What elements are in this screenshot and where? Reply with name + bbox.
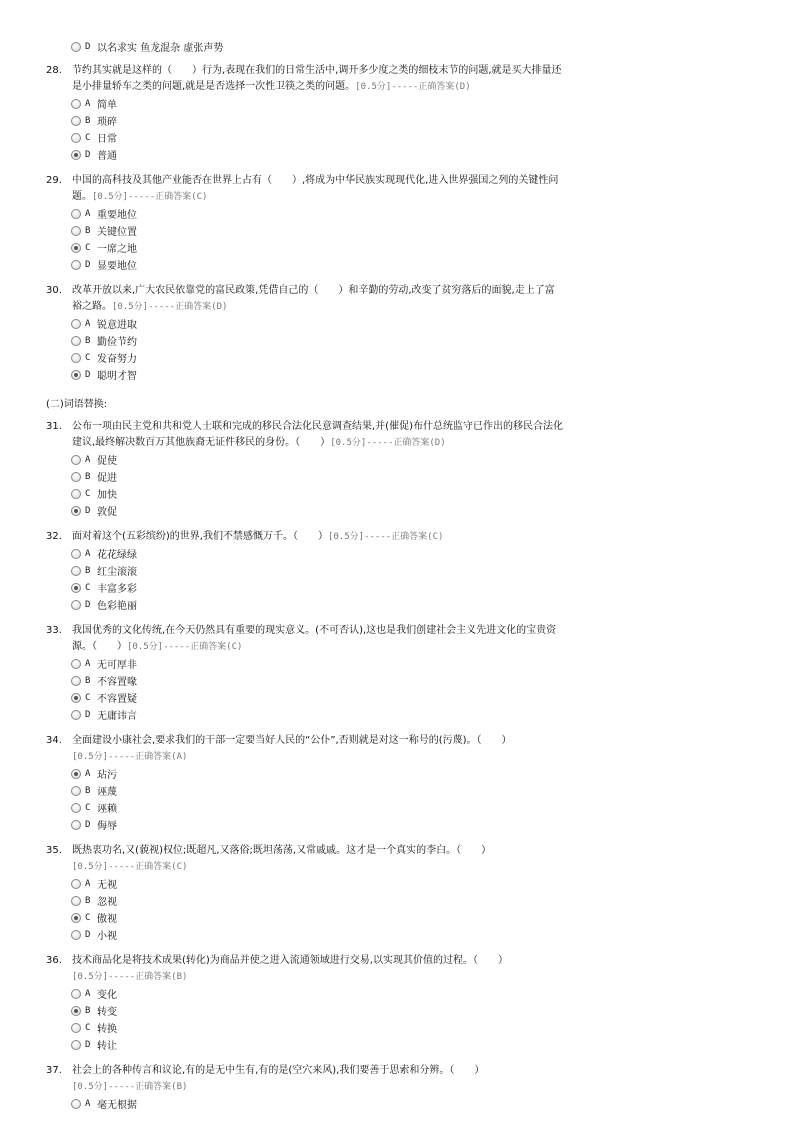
option-letter: B — [85, 471, 91, 482]
answer-meta: [0.5分]-----正确答案(D) — [112, 302, 228, 312]
radio-button-icon[interactable] — [71, 803, 81, 813]
radio-button-icon[interactable] — [71, 710, 81, 720]
question-number: 36. — [46, 955, 62, 966]
option-letter: B — [85, 785, 91, 796]
option-row[interactable] — [0, 38, 792, 55]
option-text: 转换 — [97, 1024, 117, 1035]
option-letter: B — [85, 1005, 91, 1016]
option-letter: C — [85, 132, 91, 143]
answer-meta: [0.5分]-----正确答案(B) — [72, 972, 188, 982]
radio-button-icon[interactable] — [71, 1099, 81, 1109]
answer-meta: [0.5分]-----正确答案(C) — [127, 642, 243, 652]
option-row[interactable] — [0, 596, 792, 613]
question-line — [0, 419, 792, 435]
option-row[interactable] — [0, 689, 792, 706]
option-letter: D — [85, 259, 91, 270]
exam-document — [0, 38, 792, 1122]
question-number: 32. — [46, 531, 62, 542]
radio-checked-icon[interactable] — [71, 150, 81, 160]
question-item — [0, 529, 792, 613]
option-row[interactable] — [0, 926, 792, 943]
option-text: 以名求实 鱼龙混杂 虚张声势 — [97, 43, 224, 54]
radio-checked-icon[interactable] — [71, 506, 81, 516]
question-line — [0, 189, 792, 205]
option-letter: C — [85, 352, 91, 363]
option-row[interactable] — [0, 782, 792, 799]
option-text: 色彩艳丽 — [97, 601, 137, 612]
radio-button-icon[interactable] — [71, 209, 81, 219]
section-header: (二)词语替换: — [46, 399, 108, 410]
option-row[interactable] — [0, 451, 792, 468]
option-row[interactable] — [0, 222, 792, 239]
question-line — [0, 299, 792, 315]
question-text: 建议,最终解决数百万其他族裔无证件移民的身份。（ ）[0.5分]-----正确答案(D) — [72, 437, 446, 448]
option-text: 侮辱 — [97, 821, 117, 832]
option-text: 丰富多彩 — [97, 584, 137, 595]
question-line — [0, 435, 792, 451]
radio-button-icon[interactable] — [71, 1040, 81, 1050]
option-text: 毫无根据 — [97, 1100, 137, 1111]
option-row[interactable] — [0, 502, 792, 519]
radio-button-icon[interactable] — [71, 566, 81, 576]
radio-button-icon[interactable] — [71, 879, 81, 889]
question-number: 34. — [46, 735, 62, 746]
radio-button-icon[interactable] — [71, 226, 81, 236]
option-text: 转让 — [97, 1041, 117, 1052]
option-text: 关键位置 — [97, 227, 137, 238]
option-letter: C — [85, 912, 91, 923]
radio-button-icon[interactable] — [71, 786, 81, 796]
answer-meta: [0.5分]-----正确答案(C) — [92, 192, 208, 202]
option-letter: A — [85, 878, 91, 889]
question-item — [0, 623, 792, 723]
option-row[interactable] — [0, 239, 792, 256]
question-item — [0, 63, 792, 163]
question-number — [46, 435, 72, 451]
option-text: 不容置喙 — [97, 677, 137, 688]
question-text: 公布一项由民主党和共和党人士联和完成的移民合法化民意调查结果,并(催促)布什总统监守已作出的移民合法化 — [72, 421, 563, 432]
question-list-1 — [0, 63, 792, 383]
option-letter: B — [85, 335, 91, 346]
option-row[interactable] — [0, 655, 792, 672]
option-row[interactable] — [0, 892, 792, 909]
radio-button-icon[interactable] — [71, 549, 81, 559]
option-letter: D — [85, 819, 91, 830]
question-item — [0, 733, 792, 833]
option-letter: D — [85, 929, 91, 940]
option-row[interactable] — [0, 315, 792, 332]
question-line — [0, 63, 792, 79]
option-row[interactable] — [0, 1036, 792, 1053]
option-row[interactable] — [0, 468, 792, 485]
option-row[interactable] — [0, 909, 792, 926]
option-text: 锐意进取 — [97, 320, 137, 331]
question-item — [0, 953, 792, 1053]
radio-checked-icon[interactable] — [71, 1006, 81, 1016]
question-line — [0, 173, 792, 189]
question-number — [46, 189, 72, 205]
answer-meta: [0.5分]-----正确答案(C) — [327, 532, 444, 542]
question-line — [0, 529, 792, 545]
question-text: 改革开放以来,广大农民依靠党的富民政策,凭借自己的（ ）和辛勤的劳动,改变了贫穷落后的面貌,走上了富 — [72, 285, 555, 296]
option-row[interactable] — [0, 129, 792, 146]
option-text: 无庸讳言 — [97, 711, 137, 722]
option-text: 加快 — [97, 490, 117, 501]
question-text: 技术商品化是将技术成果(转化)为商品并使之进入流通领域进行交易,以实现其价值的过程。（ ） — [72, 955, 508, 966]
radio-button-icon[interactable] — [71, 353, 81, 363]
question-number: 28. — [46, 65, 62, 76]
answer-meta: [0.5分]-----正确答案(D) — [355, 82, 471, 92]
option-text: 勤俭节约 — [97, 337, 137, 348]
option-letter: A — [85, 548, 91, 559]
question-text: 题。[0.5分]-----正确答案(C) — [72, 191, 208, 202]
option-text: 不容置疑 — [97, 694, 137, 705]
question-line — [0, 1063, 792, 1079]
option-letter: B — [85, 565, 91, 576]
radio-checked-icon[interactable] — [71, 769, 81, 779]
option-text: 小视 — [97, 931, 117, 942]
question-line — [0, 623, 792, 639]
answer-meta: [0.5分]-----正确答案(A) — [72, 752, 188, 762]
option-text: 显要地位 — [97, 261, 137, 272]
question-item — [0, 843, 792, 943]
option-text: 傲视 — [97, 914, 117, 925]
radio-button-icon[interactable] — [71, 820, 81, 830]
option-letter: A — [85, 658, 91, 669]
question-list-2 — [0, 419, 792, 1112]
question-text: 既热衷功名,又(藐视)权位;既超凡,又落俗;既坦荡荡,又常戚戚。这才是一个真实的李白。（ ） — [72, 845, 492, 856]
option-text: 重要地位 — [97, 210, 137, 221]
option-letter: C — [85, 488, 91, 499]
option-row[interactable] — [0, 875, 792, 892]
option-letter: A — [85, 208, 91, 219]
question-text: 裕之路。[0.5分]-----正确答案(D) — [72, 301, 228, 312]
option-row[interactable] — [0, 332, 792, 349]
question-item — [0, 173, 792, 273]
option-text: 琐碎 — [97, 117, 117, 128]
radio-button-icon[interactable] — [71, 896, 81, 906]
option-row[interactable] — [0, 1002, 792, 1019]
question-number: 33. — [46, 625, 62, 636]
question-text: 源。（ ）[0.5分]-----正确答案(C) — [72, 641, 243, 652]
radio-checked-icon[interactable] — [71, 583, 81, 593]
option-text: 敦促 — [97, 507, 117, 518]
radio-checked-icon[interactable] — [71, 243, 81, 253]
option-row[interactable] — [0, 1019, 792, 1036]
option-row[interactable] — [0, 765, 792, 782]
option-text: 玷污 — [97, 770, 117, 781]
option-text: 红尘滚滚 — [97, 567, 137, 578]
option-letter: D — [85, 369, 91, 380]
radio-button-icon[interactable] — [71, 989, 81, 999]
radio-button-icon[interactable] — [71, 676, 81, 686]
option-row[interactable] — [0, 672, 792, 689]
question-item — [0, 1063, 792, 1112]
question-item — [0, 419, 792, 519]
option-letter: D — [85, 599, 91, 610]
question-text: 全面建设小康社会,要求我们的干部一定要当好人民的“公仆”,否则就是对这一称号的(污蔑)。（ ） — [72, 735, 512, 746]
option-letter: D — [85, 149, 91, 160]
radio-button-icon[interactable] — [71, 455, 81, 465]
option-text: 花花绿绿 — [97, 550, 137, 561]
option-text: 发奋努力 — [97, 354, 137, 365]
option-text: 日常 — [97, 134, 117, 145]
option-letter: B — [85, 225, 91, 236]
option-row[interactable] — [0, 985, 792, 1002]
question-number: 29. — [46, 175, 62, 186]
question-text: 我国优秀的文化传统,在今天仍然具有重要的现实意义。(不可否认),这也是我们创建社会主义先进文化的宝贵资 — [72, 625, 557, 636]
radio-button-icon[interactable] — [71, 42, 81, 52]
option-text: 促使 — [97, 456, 117, 467]
radio-button-icon[interactable] — [71, 489, 81, 499]
option-row[interactable] — [0, 562, 792, 579]
option-letter: C — [85, 692, 91, 703]
question-number — [46, 79, 72, 95]
option-row[interactable] — [0, 205, 792, 222]
radio-button-icon[interactable] — [71, 1023, 81, 1033]
question-number: 37. — [46, 1065, 62, 1076]
question-number: 31. — [46, 421, 62, 432]
question-line — [0, 79, 792, 95]
radio-button-icon[interactable] — [71, 336, 81, 346]
radio-button-icon[interactable] — [71, 260, 81, 270]
option-letter: C — [85, 1022, 91, 1033]
option-row[interactable] — [0, 485, 792, 502]
question-line — [0, 639, 792, 655]
question-number — [46, 639, 72, 655]
answer-meta: [0.5分]-----正确答案(B) — [72, 1082, 188, 1092]
option-row[interactable] — [0, 146, 792, 163]
question-text: 面对着这个(五彩缤纷)的世界,我们不禁感慨万千。（ ）[0.5分]-----正确答案(C) — [72, 531, 444, 542]
radio-button-icon[interactable] — [71, 319, 81, 329]
option-text: 简单 — [97, 100, 117, 111]
question-item — [0, 283, 792, 383]
option-row[interactable] — [0, 1095, 792, 1112]
option-text: 诬蔑 — [97, 787, 117, 798]
option-text: 忽视 — [97, 897, 117, 908]
option-row[interactable] — [0, 706, 792, 723]
radio-button-icon[interactable] — [71, 133, 81, 143]
answer-meta: [0.5分]-----正确答案(C) — [72, 862, 188, 872]
option-letter: D — [85, 41, 91, 52]
option-row[interactable] — [0, 799, 792, 816]
question-line — [0, 733, 792, 749]
option-letter: D — [85, 505, 91, 516]
option-letter: A — [85, 98, 91, 109]
question-number — [46, 299, 72, 315]
question-line — [0, 953, 792, 969]
radio-checked-icon[interactable] — [71, 370, 81, 380]
option-letter: C — [85, 242, 91, 253]
radio-checked-icon[interactable] — [71, 913, 81, 923]
option-row[interactable] — [0, 579, 792, 596]
question-text: 是小排量轿车之类的问题,就是是否选择一次性卫筷之类的问题。[0.5分]-----正确答案(D) — [72, 81, 471, 92]
option-row[interactable] — [0, 349, 792, 366]
option-letter: D — [85, 1039, 91, 1050]
option-letter: A — [85, 768, 91, 779]
radio-button-icon[interactable] — [71, 472, 81, 482]
radio-button-icon[interactable] — [71, 600, 81, 610]
option-row[interactable] — [0, 95, 792, 112]
option-letter: C — [85, 802, 91, 813]
answer-meta: [0.5分]-----正确答案(D) — [330, 438, 446, 448]
option-text: 转变 — [97, 1007, 117, 1018]
option-text: 普通 — [97, 151, 117, 162]
option-letter: B — [85, 115, 91, 126]
radio-button-icon[interactable] — [71, 930, 81, 940]
option-text: 聪明才智 — [97, 371, 137, 382]
radio-button-icon[interactable] — [71, 116, 81, 126]
option-text: 诬赖 — [97, 804, 117, 815]
question-line — [0, 283, 792, 299]
question-number: 30. — [46, 285, 62, 296]
option-text: 无可厚非 — [97, 660, 137, 671]
option-letter: D — [85, 709, 91, 720]
option-text: 促进 — [97, 473, 117, 484]
option-row[interactable] — [0, 545, 792, 562]
option-letter: A — [85, 454, 91, 465]
question-number: 35. — [46, 845, 62, 856]
option-text: 一席之地 — [97, 244, 137, 255]
question-line — [0, 843, 792, 859]
radio-button-icon[interactable] — [71, 659, 81, 669]
option-letter: A — [85, 1098, 91, 1109]
option-letter: B — [85, 895, 91, 906]
option-letter: A — [85, 318, 91, 329]
option-letter: C — [85, 582, 91, 593]
option-letter: A — [85, 988, 91, 999]
option-row[interactable] — [0, 366, 792, 383]
question-text: 节约其实就是这样的（ ）行为,表现在我们的日常生活中,调开多少度之类的细枝末节的问题,就是买大排量还 — [72, 65, 562, 76]
option-text: 无视 — [97, 880, 117, 891]
option-letter: B — [85, 675, 91, 686]
option-row[interactable] — [0, 112, 792, 129]
option-row[interactable] — [0, 816, 792, 833]
radio-button-icon[interactable] — [71, 99, 81, 109]
option-text: 变化 — [97, 990, 117, 1001]
option-row[interactable] — [0, 256, 792, 273]
radio-checked-icon[interactable] — [71, 693, 81, 703]
question-text: 中国的高科技及其他产业能否在世界上占有（ ）,将成为中华民族实现现代化,进入世界强国之列的关键性问 — [72, 175, 559, 186]
question-text: 社会上的各种传言和议论,有的是无中生有,有的是(空穴来风),我们要善于思索和分辨。（ ） — [72, 1065, 485, 1076]
